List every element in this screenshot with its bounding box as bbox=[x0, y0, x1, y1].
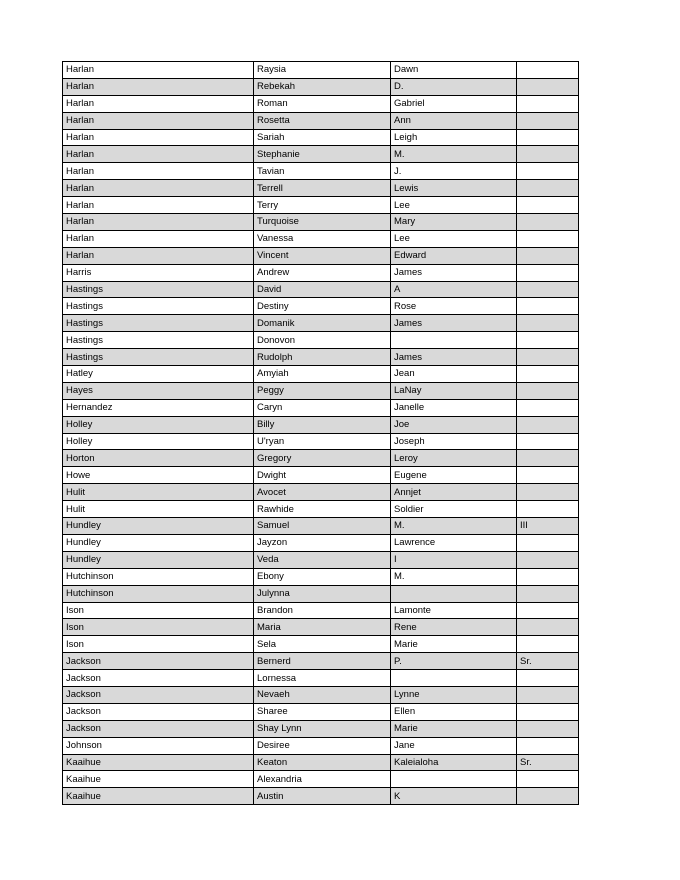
cell-first-name: Destiny bbox=[254, 298, 391, 315]
cell-last-name: Hernandez bbox=[63, 399, 254, 416]
cell-first-name: Turquoise bbox=[254, 214, 391, 231]
cell-first-name: Gregory bbox=[254, 450, 391, 467]
table-row bbox=[63, 433, 579, 450]
cell-last-name: Jackson bbox=[63, 720, 254, 737]
cell-suffix bbox=[517, 501, 579, 518]
cell-last-name: Hulit bbox=[63, 501, 254, 518]
table-row bbox=[63, 62, 579, 79]
cell-last-name: Harlan bbox=[63, 197, 254, 214]
cell-middle-name: Janelle bbox=[391, 399, 517, 416]
cell-middle-name: Jane bbox=[391, 737, 517, 754]
cell-suffix bbox=[517, 230, 579, 247]
cell-middle-name: Lawrence bbox=[391, 534, 517, 551]
cell-last-name: Harlan bbox=[63, 230, 254, 247]
cell-last-name: Jackson bbox=[63, 670, 254, 687]
table-row bbox=[63, 534, 579, 551]
cell-middle-name: Joseph bbox=[391, 433, 517, 450]
cell-last-name: Ison bbox=[63, 602, 254, 619]
cell-last-name: Hulit bbox=[63, 484, 254, 501]
table-row bbox=[63, 78, 579, 95]
cell-middle-name: Ann bbox=[391, 112, 517, 129]
cell-suffix bbox=[517, 281, 579, 298]
cell-first-name: Caryn bbox=[254, 399, 391, 416]
cell-middle-name: K bbox=[391, 788, 517, 805]
cell-last-name: Hundley bbox=[63, 534, 254, 551]
cell-last-name: Hatley bbox=[63, 366, 254, 383]
table-row bbox=[63, 112, 579, 129]
cell-suffix bbox=[517, 771, 579, 788]
cell-middle-name: A bbox=[391, 281, 517, 298]
cell-suffix bbox=[517, 349, 579, 366]
cell-middle-name: Mary bbox=[391, 214, 517, 231]
cell-first-name: Vincent bbox=[254, 247, 391, 264]
table-row bbox=[63, 518, 579, 535]
cell-first-name: David bbox=[254, 281, 391, 298]
cell-first-name: Rosetta bbox=[254, 112, 391, 129]
table-row bbox=[63, 636, 579, 653]
table-row bbox=[63, 788, 579, 805]
table-row bbox=[63, 670, 579, 687]
cell-suffix bbox=[517, 686, 579, 703]
cell-last-name: Hayes bbox=[63, 382, 254, 399]
cell-suffix bbox=[517, 720, 579, 737]
cell-last-name: Harlan bbox=[63, 112, 254, 129]
cell-first-name: Maria bbox=[254, 619, 391, 636]
table-row bbox=[63, 230, 579, 247]
cell-middle-name: Soldier bbox=[391, 501, 517, 518]
cell-last-name: Harlan bbox=[63, 146, 254, 163]
cell-suffix bbox=[517, 315, 579, 332]
cell-suffix bbox=[517, 670, 579, 687]
table-row bbox=[63, 146, 579, 163]
cell-last-name: Harlan bbox=[63, 214, 254, 231]
cell-suffix bbox=[517, 433, 579, 450]
cell-middle-name: Kaleialoha bbox=[391, 754, 517, 771]
cell-suffix bbox=[517, 534, 579, 551]
cell-first-name: Stephanie bbox=[254, 146, 391, 163]
cell-first-name: Rudolph bbox=[254, 349, 391, 366]
cell-first-name: Austin bbox=[254, 788, 391, 805]
cell-suffix bbox=[517, 619, 579, 636]
table-row bbox=[63, 180, 579, 197]
table-body bbox=[63, 62, 579, 805]
cell-suffix bbox=[517, 450, 579, 467]
table-row bbox=[63, 501, 579, 518]
cell-suffix bbox=[517, 197, 579, 214]
cell-middle-name: M. bbox=[391, 146, 517, 163]
cell-last-name: Holley bbox=[63, 433, 254, 450]
table-row bbox=[63, 686, 579, 703]
cell-middle-name: M. bbox=[391, 518, 517, 535]
cell-last-name: Ison bbox=[63, 619, 254, 636]
cell-first-name: Bernerd bbox=[254, 653, 391, 670]
cell-middle-name: M. bbox=[391, 568, 517, 585]
cell-last-name: Hastings bbox=[63, 315, 254, 332]
cell-suffix bbox=[517, 214, 579, 231]
cell-first-name: Billy bbox=[254, 416, 391, 433]
cell-middle-name: James bbox=[391, 315, 517, 332]
cell-last-name: Harlan bbox=[63, 78, 254, 95]
cell-middle-name bbox=[391, 670, 517, 687]
cell-middle-name: Jean bbox=[391, 366, 517, 383]
cell-first-name: Nevaeh bbox=[254, 686, 391, 703]
cell-middle-name: Leigh bbox=[391, 129, 517, 146]
cell-first-name: Terrell bbox=[254, 180, 391, 197]
table-row bbox=[63, 281, 579, 298]
cell-last-name: Harlan bbox=[63, 129, 254, 146]
cell-last-name: Harlan bbox=[63, 95, 254, 112]
table-row bbox=[63, 163, 579, 180]
table-row bbox=[63, 551, 579, 568]
table-row bbox=[63, 653, 579, 670]
cell-middle-name: Annjet bbox=[391, 484, 517, 501]
cell-suffix bbox=[517, 737, 579, 754]
cell-suffix bbox=[517, 112, 579, 129]
cell-suffix bbox=[517, 62, 579, 79]
cell-first-name: Rawhide bbox=[254, 501, 391, 518]
cell-first-name: Jayzon bbox=[254, 534, 391, 551]
cell-first-name: U'ryan bbox=[254, 433, 391, 450]
cell-middle-name bbox=[391, 332, 517, 349]
table-row bbox=[63, 585, 579, 602]
cell-suffix bbox=[517, 602, 579, 619]
cell-first-name: Amyiah bbox=[254, 366, 391, 383]
table-row bbox=[63, 467, 579, 484]
cell-suffix bbox=[517, 467, 579, 484]
cell-last-name: Kaaihue bbox=[63, 788, 254, 805]
cell-middle-name: D. bbox=[391, 78, 517, 95]
table-row bbox=[63, 129, 579, 146]
cell-suffix bbox=[517, 129, 579, 146]
cell-suffix bbox=[517, 636, 579, 653]
cell-suffix bbox=[517, 399, 579, 416]
cell-first-name: Alexandria bbox=[254, 771, 391, 788]
cell-suffix bbox=[517, 551, 579, 568]
table-row bbox=[63, 754, 579, 771]
cell-last-name: Johnson bbox=[63, 737, 254, 754]
cell-last-name: Hutchinson bbox=[63, 585, 254, 602]
table-row bbox=[63, 315, 579, 332]
cell-suffix bbox=[517, 264, 579, 281]
table-row bbox=[63, 737, 579, 754]
cell-first-name: Rebekah bbox=[254, 78, 391, 95]
cell-suffix bbox=[517, 180, 579, 197]
table-row bbox=[63, 720, 579, 737]
cell-first-name: Raysia bbox=[254, 62, 391, 79]
names-table bbox=[62, 61, 579, 805]
table-row bbox=[63, 349, 579, 366]
table-row bbox=[63, 332, 579, 349]
cell-last-name: Harlan bbox=[63, 62, 254, 79]
cell-middle-name bbox=[391, 585, 517, 602]
cell-suffix bbox=[517, 703, 579, 720]
table-row bbox=[63, 602, 579, 619]
cell-suffix bbox=[517, 298, 579, 315]
cell-suffix bbox=[517, 78, 579, 95]
table-row bbox=[63, 703, 579, 720]
cell-first-name: Lornessa bbox=[254, 670, 391, 687]
cell-last-name: Holley bbox=[63, 416, 254, 433]
cell-first-name: Keaton bbox=[254, 754, 391, 771]
table-row bbox=[63, 416, 579, 433]
cell-first-name: Roman bbox=[254, 95, 391, 112]
table-row bbox=[63, 95, 579, 112]
cell-middle-name: Lamonte bbox=[391, 602, 517, 619]
cell-suffix: Sr. bbox=[517, 653, 579, 670]
cell-last-name: Hastings bbox=[63, 349, 254, 366]
cell-middle-name: James bbox=[391, 264, 517, 281]
cell-middle-name: Eugene bbox=[391, 467, 517, 484]
cell-suffix bbox=[517, 416, 579, 433]
cell-first-name: Donovon bbox=[254, 332, 391, 349]
cell-last-name: Hundley bbox=[63, 518, 254, 535]
cell-suffix bbox=[517, 95, 579, 112]
cell-middle-name: Gabriel bbox=[391, 95, 517, 112]
cell-suffix bbox=[517, 484, 579, 501]
cell-middle-name: Lee bbox=[391, 197, 517, 214]
cell-middle-name: Joe bbox=[391, 416, 517, 433]
cell-first-name: Sariah bbox=[254, 129, 391, 146]
cell-last-name: Horton bbox=[63, 450, 254, 467]
cell-last-name: Harris bbox=[63, 264, 254, 281]
cell-suffix bbox=[517, 163, 579, 180]
cell-first-name: Brandon bbox=[254, 602, 391, 619]
cell-middle-name: Ellen bbox=[391, 703, 517, 720]
cell-middle-name: Rose bbox=[391, 298, 517, 315]
cell-middle-name: LaNay bbox=[391, 382, 517, 399]
cell-first-name: Terry bbox=[254, 197, 391, 214]
table-row bbox=[63, 197, 579, 214]
cell-first-name: Samuel bbox=[254, 518, 391, 535]
cell-first-name: Peggy bbox=[254, 382, 391, 399]
cell-suffix bbox=[517, 146, 579, 163]
cell-first-name: Andrew bbox=[254, 264, 391, 281]
cell-first-name: Dwight bbox=[254, 467, 391, 484]
cell-suffix bbox=[517, 585, 579, 602]
table-row bbox=[63, 382, 579, 399]
cell-last-name: Howe bbox=[63, 467, 254, 484]
table-row bbox=[63, 214, 579, 231]
table-row bbox=[63, 298, 579, 315]
cell-first-name: Shay Lynn bbox=[254, 720, 391, 737]
cell-middle-name: Rene bbox=[391, 619, 517, 636]
cell-middle-name: Dawn bbox=[391, 62, 517, 79]
cell-first-name: Sela bbox=[254, 636, 391, 653]
cell-suffix bbox=[517, 366, 579, 383]
cell-suffix bbox=[517, 382, 579, 399]
cell-last-name: Kaaihue bbox=[63, 754, 254, 771]
cell-first-name: Avocet bbox=[254, 484, 391, 501]
cell-last-name: Harlan bbox=[63, 163, 254, 180]
cell-last-name: Kaaihue bbox=[63, 771, 254, 788]
table-row bbox=[63, 399, 579, 416]
cell-first-name: Tavian bbox=[254, 163, 391, 180]
cell-last-name: Hastings bbox=[63, 298, 254, 315]
cell-last-name: Hutchinson bbox=[63, 568, 254, 585]
cell-middle-name: J. bbox=[391, 163, 517, 180]
cell-middle-name: P. bbox=[391, 653, 517, 670]
table-row bbox=[63, 619, 579, 636]
cell-suffix: Sr. bbox=[517, 754, 579, 771]
cell-first-name: Julynna bbox=[254, 585, 391, 602]
table-row bbox=[63, 247, 579, 264]
cell-middle-name: I bbox=[391, 551, 517, 568]
cell-suffix bbox=[517, 788, 579, 805]
cell-middle-name: Marie bbox=[391, 636, 517, 653]
cell-middle-name: James bbox=[391, 349, 517, 366]
cell-middle-name: Leroy bbox=[391, 450, 517, 467]
cell-last-name: Jackson bbox=[63, 653, 254, 670]
cell-suffix bbox=[517, 247, 579, 264]
cell-first-name: Desiree bbox=[254, 737, 391, 754]
cell-middle-name: Lynne bbox=[391, 686, 517, 703]
table-row bbox=[63, 568, 579, 585]
cell-middle-name: Lewis bbox=[391, 180, 517, 197]
table-row bbox=[63, 264, 579, 281]
cell-last-name: Harlan bbox=[63, 247, 254, 264]
cell-last-name: Jackson bbox=[63, 703, 254, 720]
cell-first-name: Domanik bbox=[254, 315, 391, 332]
cell-suffix bbox=[517, 332, 579, 349]
cell-middle-name bbox=[391, 771, 517, 788]
cell-first-name: Sharee bbox=[254, 703, 391, 720]
cell-first-name: Veda bbox=[254, 551, 391, 568]
cell-last-name: Ison bbox=[63, 636, 254, 653]
cell-last-name: Jackson bbox=[63, 686, 254, 703]
cell-middle-name: Lee bbox=[391, 230, 517, 247]
cell-first-name: Vanessa bbox=[254, 230, 391, 247]
cell-first-name: Ebony bbox=[254, 568, 391, 585]
table-row bbox=[63, 366, 579, 383]
cell-suffix bbox=[517, 568, 579, 585]
cell-middle-name: Marie bbox=[391, 720, 517, 737]
table-row bbox=[63, 771, 579, 788]
cell-last-name: Hastings bbox=[63, 332, 254, 349]
cell-middle-name: Edward bbox=[391, 247, 517, 264]
cell-last-name: Harlan bbox=[63, 180, 254, 197]
cell-last-name: Hundley bbox=[63, 551, 254, 568]
table-row bbox=[63, 450, 579, 467]
cell-suffix: III bbox=[517, 518, 579, 535]
table-row bbox=[63, 484, 579, 501]
cell-last-name: Hastings bbox=[63, 281, 254, 298]
